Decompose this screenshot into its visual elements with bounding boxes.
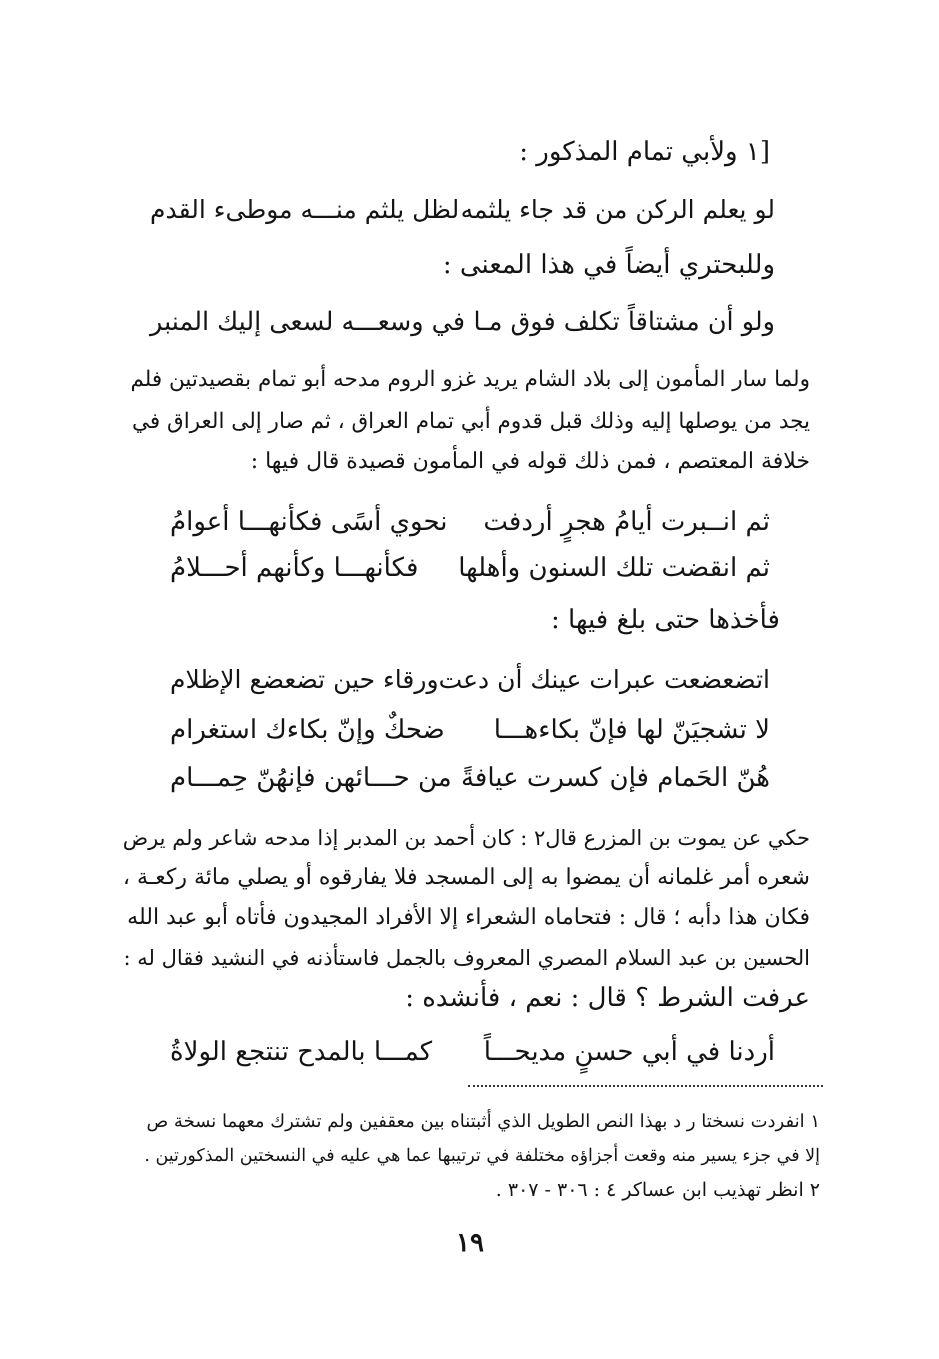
page-number: ١٩ [456,1228,484,1258]
verse-line [170,660,770,700]
footnote-line: ١ انفردت نسختا ر د بهذا النص الطويل الذي أثبتناه بين معقفين ولم تشترك معهما نسخة ص [146,1111,820,1132]
verse-first-hemistich: هُنّ الحَمام فإن كسرت عيافةً [460,763,770,793]
verse-second-hemistich: فكأنهـــا وكأنهم أحـــلامُ [170,553,419,583]
verse-second-hemistich: كمـــا بالمدح تنتجع الولاةُ [170,1037,433,1067]
paragraph-line: يجد من يوصلها إليه وذلك قبل قدوم أبي تمام العراق ، ثم صار إلى العراق في [132,409,810,434]
verse-line [170,710,770,750]
verse-second-hemistich: في وسعـــه لسعى إليك المنبر [150,307,466,337]
verse-first-hemistich: ثم انقضت تلك السنون وأهلها [458,553,770,583]
paragraph-line: ولما سار المأمون إلى بلاد الشام يريد غزو الروم مدحه أبو تمام بقصيدتين فلم [130,367,810,392]
intro-line: فأخذها حتى بلغ فيها : [551,605,780,635]
verse-first-hemistich: ولو أن مشتاقاً تكلف فوق مـا [473,307,775,337]
verse-second-hemistich: نحوي أسًى فكأنهـــا أعوامُ [170,507,448,537]
verse-second-hemistich: من حـــائهن فإنهُنّ حِمـــام [170,763,452,793]
verse-second-hemistich: ضحكٌ وإنّ بكاءك استغرام [170,715,445,745]
paragraph-line: عرفت الشرط ؟ قال : نعم ، فأنشده : [405,983,810,1013]
verse-first-hemistich: ثم انــبرت أيامُ هجرٍ أردفت [483,507,770,537]
section-heading: [١ ولأبي تمام المذكور : [519,137,770,167]
paragraph-line: فكان هذا دأبه ؛ قال : فتحاماه الشعراء إلا الأفراد المجيدون فأتاه أبو عبد الله [127,905,810,930]
intro-line: وللبحتري أيضاً في هذا المعنى : [442,250,775,280]
verse-line [170,548,770,588]
footnote-line: ٢ انظر تهذيب ابن عساكر ٤ : ٣٠٦ - ٣٠٧ . [495,1179,820,1201]
verse-first-hemistich: لو يعلم الركن من قد جاء يلثمه [460,195,775,224]
paragraph-line: شعره أمر غلمانه أن يمضوا به إلى المسجد فلا يفارقوه أو يصلي مائة ركعـة ، [122,865,810,890]
footnote-separator [468,1085,823,1087]
verse-line [150,190,775,230]
verse-line [170,758,770,798]
paragraph-line: خلافة المعتصم ، فمن ذلك قوله في المأمون قصيدة قال فيها : [250,449,810,474]
verse-second-hemistich: ورقاء حين تضعضع الإظلام [170,665,439,694]
footnote-line: إلا في جزء يسير منه وقعت أجزاؤه مختلفة في ترتيبها عما هي عليه في النسختين المذكورتين . [144,1146,820,1166]
verse-line [170,502,770,542]
paragraph-line: حكي عن يموت بن المزرع قال٢ : كان أحمد بن المدبر إذا مدحه شاعر ولم يرض [122,826,810,850]
verse-second-hemistich: لظل يلثم منـــه موطىء القدم [150,195,460,224]
verse-first-hemistich: أردنا في أبي حسنٍ مديحـــاً [483,1037,775,1067]
verse-first-hemistich: اتضعضعت عبرات عينك أن دعت [438,665,770,694]
verse-line [170,1032,775,1072]
paragraph-line: الحسين بن عبد السلام المصري المعروف بالجمل فاستأذنه في النشيد فقال له : [123,946,810,970]
verse-first-hemistich: لا تشجيَنّ لها فإنّ بكاءهـــا [493,715,770,745]
verse-line [150,302,775,342]
